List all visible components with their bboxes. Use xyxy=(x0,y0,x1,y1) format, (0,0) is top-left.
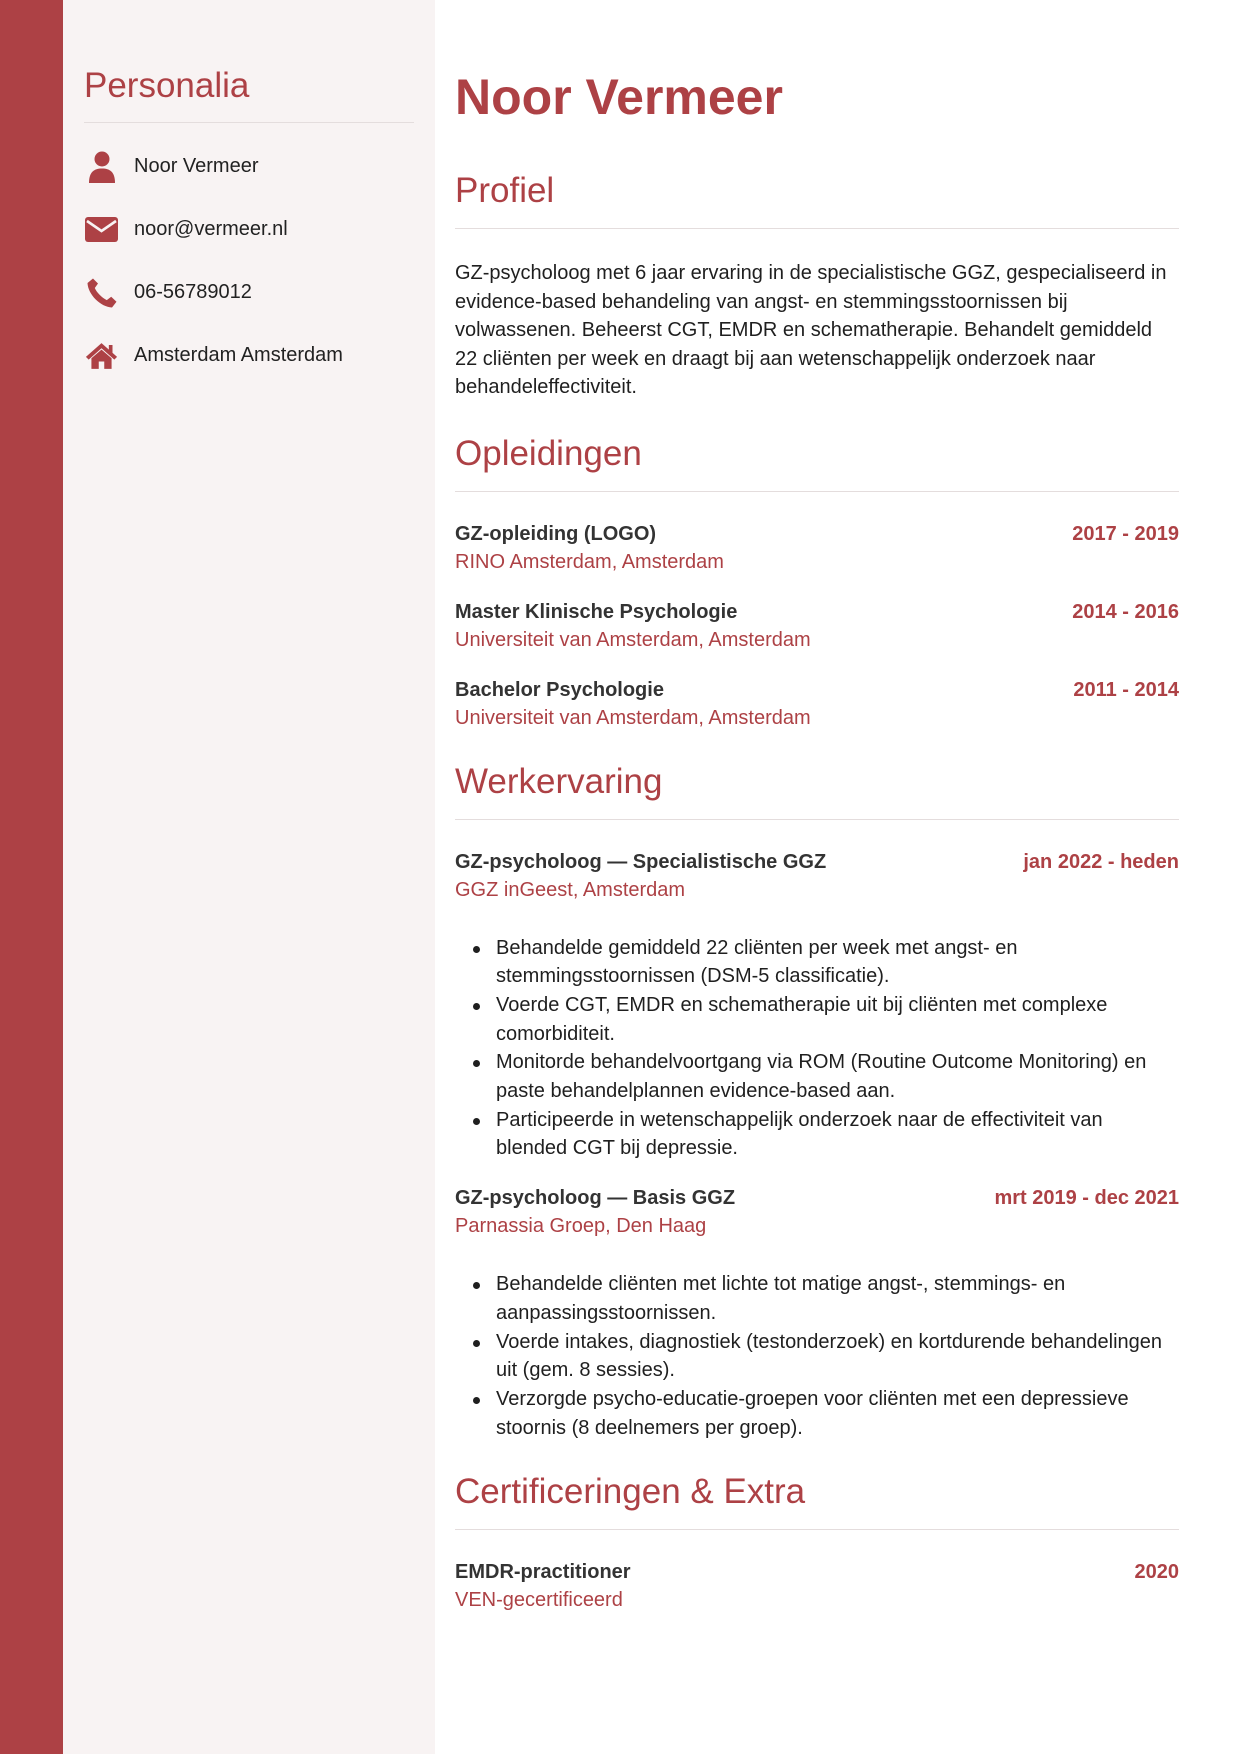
entry-org: RINO Amsterdam, Amsterdam xyxy=(455,550,724,573)
education-title: Opleidingen xyxy=(455,433,642,473)
experience-entry xyxy=(455,1184,1179,1442)
bullet-item: Voerde CGT, EMDR en schematherapie uit bij cliënten met complexe comorbiditeit. xyxy=(455,991,1179,1048)
entry-title: Master Klinische Psychologie xyxy=(455,600,738,623)
contact-name-text: Noor Vermeer xyxy=(134,155,259,177)
entry-title: GZ-psycholoog — Specialistische GGZ xyxy=(455,850,827,873)
education-divider xyxy=(455,491,1179,492)
certifications-title: Certificeringen & Extra xyxy=(455,1472,806,1512)
accent-bar xyxy=(0,0,63,1754)
certifications-section xyxy=(455,1470,1179,1614)
entry-title: Bachelor Psychologie xyxy=(455,678,664,701)
profile-title: Profiel xyxy=(455,171,555,210)
entry-date: 2017 - 2019 xyxy=(1072,522,1179,545)
contact-email xyxy=(84,212,414,247)
profile-section xyxy=(455,169,1179,402)
entry-date: 2011 - 2014 xyxy=(1073,678,1179,701)
contact-email-text[interactable]: noor@vermeer.nl xyxy=(134,218,288,240)
contact-phone xyxy=(84,275,414,310)
contact-phone-text[interactable]: 06-56789012 xyxy=(134,281,252,303)
envelope-icon xyxy=(85,213,118,246)
contact-address xyxy=(84,338,414,373)
experience-entry xyxy=(455,848,1179,1164)
entry-date: 2020 xyxy=(1134,1561,1179,1584)
home-icon xyxy=(85,339,118,372)
experience-section xyxy=(455,760,1179,1443)
entry-title: GZ-opleiding (LOGO) xyxy=(455,522,657,545)
entry-title: GZ-psycholoog — Basis GGZ xyxy=(455,1187,736,1210)
certification-entry xyxy=(455,1558,1179,1614)
phone-icon xyxy=(85,276,118,309)
education-entry xyxy=(455,520,1179,576)
contact-name xyxy=(84,149,414,184)
bullet-list xyxy=(455,934,1179,1164)
bullet-item: Monitorde behandelvoortgang via ROM (Routine Outcome Monitoring) en paste behandelplannen evidence-based aan. xyxy=(455,1048,1179,1105)
sidebar-divider xyxy=(84,122,414,123)
entry-date: mrt 2019 - dec 2021 xyxy=(994,1187,1179,1210)
user-icon xyxy=(85,150,118,183)
bullet-item: Participeerde in wetenschappelijk onderzoek naar de effectiviteit van blended CGT bij depressie. xyxy=(455,1106,1179,1163)
bullet-item: Verzorgde psycho-educatie-groepen voor cliënten met een depressieve stoornis (8 deelnemers per groep). xyxy=(455,1385,1179,1442)
bullet-item: Behandelde gemiddeld 22 cliënten per week met angst- en stemmingsstoornissen (DSM-5 classificatie). xyxy=(455,934,1179,991)
entry-date: jan 2022 - heden xyxy=(1023,850,1179,873)
experience-title: Werkervaring xyxy=(455,761,663,801)
entry-title: EMDR-practitioner xyxy=(455,1561,631,1584)
certifications-divider xyxy=(455,1529,1179,1530)
entry-date: 2014 - 2016 xyxy=(1072,600,1179,623)
person-name: Noor Vermeer xyxy=(455,69,783,125)
profile-divider xyxy=(455,228,1179,229)
entry-org: VEN-gecertificeerd xyxy=(455,1589,623,1612)
main-content xyxy=(455,0,1179,1614)
bullet-item: Voerde intakes, diagnostiek (testonderzoek) en kortdurende behandelingen uit (gem. 8 sessies). xyxy=(455,1328,1179,1385)
entry-org: Universiteit van Amsterdam, Amsterdam xyxy=(455,628,811,651)
sidebar-title: Personalia xyxy=(84,66,250,105)
contact-address-text: Amsterdam Amsterdam xyxy=(134,344,343,366)
entry-org: GGZ inGeest, Amsterdam xyxy=(455,878,686,901)
entry-org: Universiteit van Amsterdam, Amsterdam xyxy=(455,706,811,729)
bullet-list xyxy=(455,1270,1179,1442)
sidebar xyxy=(63,0,435,1754)
experience-divider xyxy=(455,819,1179,820)
education-entry xyxy=(455,598,1179,654)
education-entry xyxy=(455,676,1179,732)
entry-org: Parnassia Groep, Den Haag xyxy=(455,1215,707,1238)
bullet-item: Behandelde cliënten met lichte tot matige angst-, stemmings- en aanpassingsstoornissen. xyxy=(455,1270,1179,1327)
profile-text: GZ-psycholoog met 6 jaar ervaring in de specialistische GGZ, gespecialiseerd in evidence-based behandeling van angst- en stemmingsstoornissen bij volwassenen. Beheerst CGT, EMDR en schematherapie. Behandelt gemiddeld 22 cliënten per week en draagt bij aan wetenschappelijk onderzoek naar behandeleffectiviteit. xyxy=(455,262,1167,398)
education-section xyxy=(455,432,1179,732)
